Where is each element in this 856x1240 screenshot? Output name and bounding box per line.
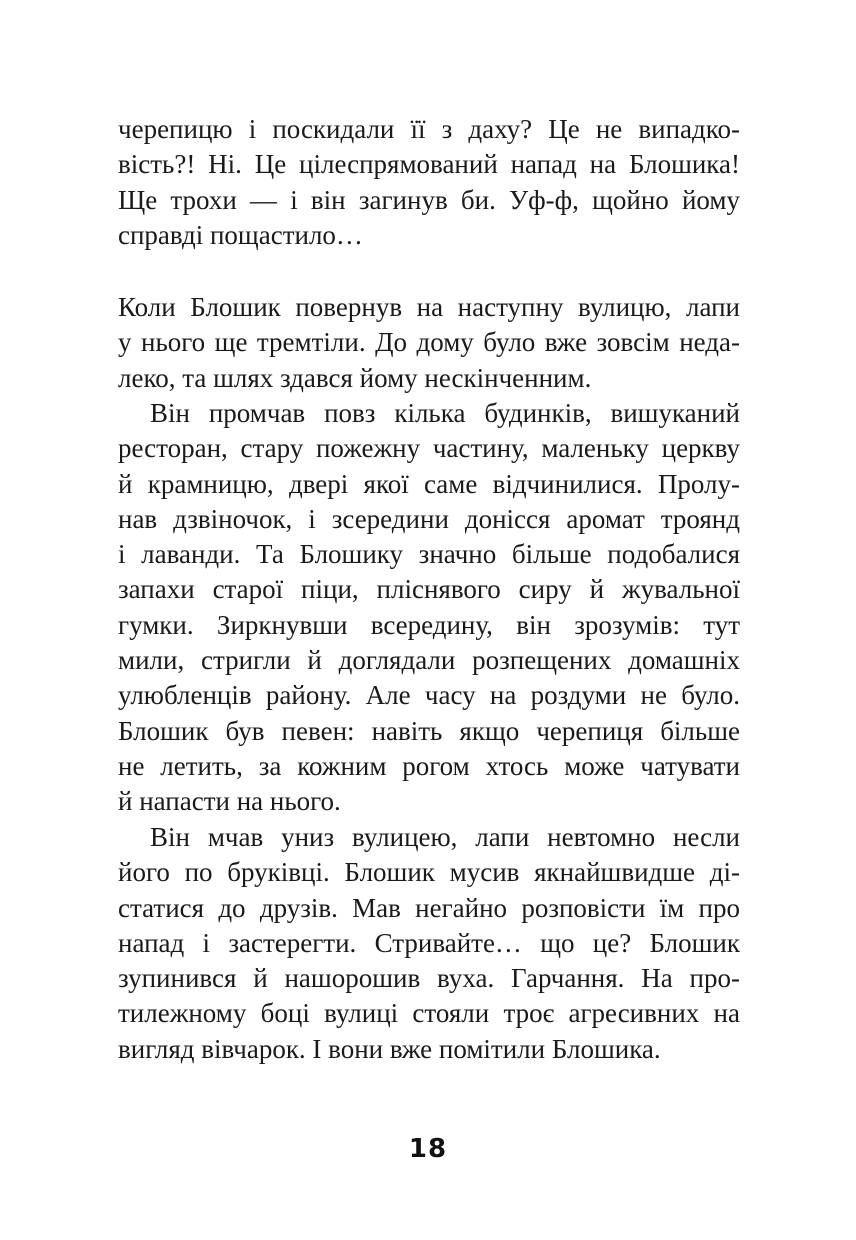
text-line: черепицю і поскидали її з даху? Це не випадко- — [118, 114, 740, 144]
text-line: справді пощастило… — [118, 219, 363, 250]
text-line: Він промчав повз кілька будинків, вишуканий — [150, 398, 740, 428]
text-line: вість?! Ні. Це цілеспрямований напад на Блошика! — [118, 149, 740, 180]
text-line: тилежному боці вулиці стояли троє агресивних на — [118, 998, 740, 1029]
text-line: напад і застерегти. Стривайте… що це? Блошик — [118, 927, 740, 958]
text-line: вигляд вівчарок. І вони вже помітили Блошика. — [118, 1033, 661, 1064]
paragraph-2 — [118, 290, 740, 396]
text-line: статися до друзів. Мав негайно розповісти їм про — [118, 892, 740, 923]
page-number: 18 — [408, 1134, 448, 1164]
paragraph-1 — [118, 112, 740, 253]
text-line: Блошик був певен: навіть якщо черепиця більше — [118, 715, 740, 746]
paragraph-4 — [118, 820, 740, 1067]
paragraph-3 — [118, 396, 740, 820]
text-line: не летить, за кожним рогом хтось може чатувати — [118, 750, 740, 781]
text-line: Коли Блошик повернув на наступну вулицю, лапи — [118, 292, 740, 322]
text-line: ресторан, стару пожежну частину, маленьку церкву — [118, 433, 740, 464]
text-line: й напасти на нього. — [118, 786, 341, 817]
text-line: зупинився й нашорошив вуха. Гарчання. На про- — [118, 963, 740, 994]
text-line: мили, стригли й доглядали розпещених домашніх — [118, 645, 740, 676]
text-line: його по бруківці. Блошик мусив якнайшвидше ді- — [118, 857, 740, 888]
text-line: у нього ще тремтіли. До дому було вже зовсім неда- — [118, 327, 740, 358]
text-line: і лаванди. Та Блошику значно більше подобалися — [118, 539, 740, 570]
text-line: нав дзвіночок, і зсередини донісся аромат троянд — [118, 503, 740, 534]
text-line: улюбленців району. Але часу на роздуми не було. — [118, 680, 740, 711]
text-line: леко, та шлях здався йому нескінченним. — [118, 362, 592, 393]
text-line: Ще трохи — і він загинув би. Уф-ф, щойно йому — [118, 184, 740, 215]
text-line: Він мчав униз вулицею, лапи невтомно несли — [150, 822, 740, 852]
text-line: й крамницю, двері якої саме відчинилися. Пролу- — [118, 468, 740, 499]
text-line: гумки. Зиркнувши всередину, він зрозумів: тут — [118, 609, 740, 640]
text-line: запахи старої піци, пліснявого сиру й жувальної — [118, 574, 740, 605]
